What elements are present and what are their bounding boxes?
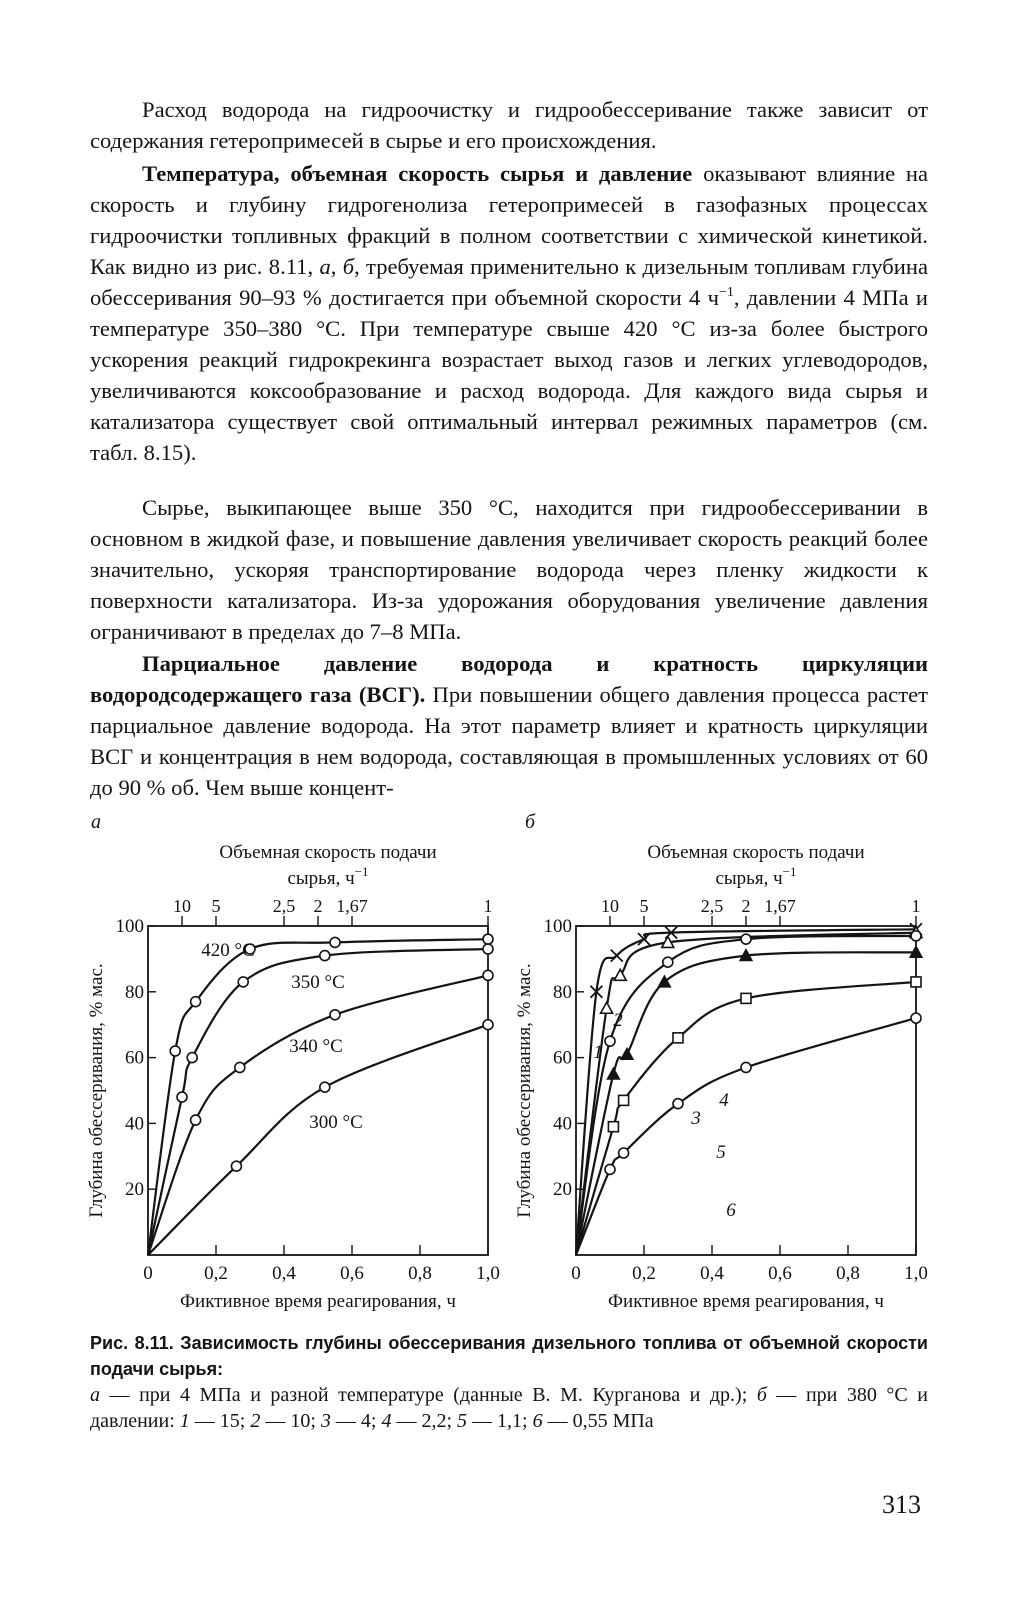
data-point <box>320 951 330 961</box>
y-tick-label: 40 <box>125 1113 144 1135</box>
y-tick-label: 20 <box>553 1179 572 1201</box>
caption-text: — 4; <box>330 1410 382 1432</box>
series-5 <box>576 977 921 1255</box>
caption-letter-a: а <box>90 1384 100 1406</box>
top-tick-label: 5 <box>639 896 649 916</box>
x-tick-label: 0,8 <box>408 1263 432 1284</box>
data-point <box>170 1046 180 1056</box>
paragraph-text: Расход водорода на гидроочистку и гидрообессеривание также зависит от содержания гетеропримесей в сырье и его происхождения. <box>90 97 928 153</box>
top-tick-label: 10 <box>601 896 619 916</box>
data-point <box>911 1013 921 1023</box>
top-tick-label: 1,67 <box>336 896 368 916</box>
data-point <box>663 957 673 967</box>
data-point <box>608 1122 618 1132</box>
series-label: 5 <box>716 1142 726 1163</box>
top-tick-label: 5 <box>211 896 221 916</box>
caption-text: — 2,2; <box>391 1410 458 1432</box>
series-line <box>576 982 916 1255</box>
figure-ref-b: б <box>342 254 355 279</box>
caption-letter-b: б <box>756 1384 767 1406</box>
data-point <box>330 937 340 947</box>
panel-label: а <box>91 811 101 833</box>
caption-num: 2 <box>250 1410 261 1432</box>
caption-num: 5 <box>457 1410 468 1432</box>
paragraph-heading: Парциальное давление водорода и кратность циркуляции водородсодержащего газа (ВСГ). <box>90 651 928 707</box>
superscript: −1 <box>718 285 734 300</box>
data-point <box>483 944 493 954</box>
x-tick-label: 0,6 <box>768 1263 792 1284</box>
data-point <box>741 993 751 1003</box>
caption-heading: Рис. 8.11. Зависимость глубины обессеривания дизельного топлива от объемной скорости подачи сырья: <box>90 1333 928 1379</box>
paragraph-text: Сырье, выкипающее выше 350 °С, находится при гидрообессеривании в основном в жидкой фазе, и повышение давления увеличивает скорость реакций более значительно, ускоряя транспортирование водорода через пленку жидкости к поверхности катализатора. Из-за удорожания оборудования увеличение давления ограничивают в пределах до 7–8 МПа. <box>90 495 928 644</box>
caption-num: 6 <box>532 1410 543 1432</box>
y-tick-label: 60 <box>125 1047 144 1069</box>
data-point <box>187 1053 197 1063</box>
superscript: −1 <box>354 864 369 879</box>
y-axis-label: Глубина обессеривания, % мас. <box>86 963 107 1218</box>
top-tick-label: 2,5 <box>272 896 296 916</box>
y-tick-label: 60 <box>553 1047 572 1069</box>
series-line <box>148 1025 488 1255</box>
x-tick-label: 1,0 <box>476 1263 500 1284</box>
top-tick-label: 1,67 <box>764 896 796 916</box>
y-tick-label: 100 <box>115 916 144 937</box>
paragraph-partial-pressure <box>90 648 928 803</box>
paragraph-text: При повышении общего давления процесса растет парциальное давление водорода. На этот параметр влияет и кратность циркуляции ВСГ и концентрация в нем водорода, составляющая в промышленных условиях от 60 до 90 % об. Чем выше концент- <box>90 682 928 800</box>
y-tick-label: 80 <box>553 981 572 1003</box>
data-point <box>611 950 623 962</box>
data-point <box>483 934 493 944</box>
paragraph-text: оказывают влияние на скорость и глубину гидрогенолиза гетеропримесей в газофазных процессах гидроочистки топливных фракций в полном соответствии с химической кинетикой. Как видно из рис. 8.11, <box>90 161 929 279</box>
x-tick-label: 1,0 <box>904 1263 928 1284</box>
y-tick-label: 80 <box>125 981 144 1003</box>
data-point <box>614 969 626 980</box>
y-tick-label: 20 <box>125 1179 144 1201</box>
top-tick-label: 2 <box>313 896 323 916</box>
x-axis-label: Фиктивное время реагирования, ч <box>180 1291 456 1312</box>
data-point <box>741 1062 751 1072</box>
data-point <box>605 1036 615 1046</box>
caption-text: — 10; <box>260 1410 321 1432</box>
figure-8-11 <box>76 808 956 1328</box>
x-tick-label: 0,8 <box>836 1263 860 1284</box>
data-point <box>330 1010 340 1020</box>
data-point <box>911 977 921 987</box>
top-axis-title: Объемная скорость подачи <box>647 842 865 863</box>
separator: , <box>330 254 343 279</box>
data-point <box>177 1092 187 1102</box>
data-point <box>741 934 751 944</box>
y-tick-label: 100 <box>543 916 572 937</box>
series-label: 350 °С <box>291 972 345 993</box>
series-line <box>148 949 488 1255</box>
caption-text: — 15; <box>189 1410 251 1432</box>
caption-text: — при 380 °С и давлении: <box>90 1384 929 1432</box>
paragraph-hydrogen-consumption <box>90 94 928 156</box>
chart-panel-a <box>86 811 500 1312</box>
top-tick-label: 1 <box>911 896 921 916</box>
data-point <box>621 1048 633 1059</box>
top-axis-title: сырья, $ч^{-1}$ <box>715 864 797 889</box>
top-axis-title: Объемная скорость подачи <box>219 842 437 863</box>
data-point <box>320 1082 330 1092</box>
data-point <box>619 1095 629 1105</box>
caption-text: — при 4 МПа и разной температуре (данные В. М. Курганова и др.); <box>100 1384 757 1406</box>
data-point <box>911 931 921 941</box>
x-tick-label: 0 <box>571 1263 581 1284</box>
data-point <box>483 1020 493 1030</box>
caption-text: — 0,55 МПа <box>542 1410 654 1432</box>
top-tick-label: 10 <box>173 896 191 916</box>
series-label: 340 °С <box>289 1036 343 1057</box>
caption-num: 3 <box>320 1410 331 1432</box>
series-label: 300 °С <box>309 1112 363 1133</box>
y-tick-label: 40 <box>553 1113 572 1135</box>
x-axis-label: Фиктивное время реагирования, ч <box>608 1291 884 1312</box>
panel-label: б <box>524 811 536 833</box>
data-point <box>191 1115 201 1125</box>
plot-frame <box>576 926 916 1255</box>
series-label: 1 <box>593 1042 603 1063</box>
x-tick-label: 0,4 <box>700 1263 724 1284</box>
data-point <box>235 1062 245 1072</box>
paragraph-liquid-phase <box>90 492 928 647</box>
data-point <box>673 1099 683 1109</box>
data-point <box>238 977 248 987</box>
top-tick-label: 2 <box>741 896 751 916</box>
data-point <box>483 970 493 980</box>
x-tick-label: 0,2 <box>632 1263 656 1284</box>
paragraph-text: , давлении 4 МПа и температуре 350–380 °С. При температуре свыше 420 °С из-за более быстрого ускорения реакций гидрокрекинга возрастает выход газов и легких углеводородов, увеличиваются коксообразование и расход водорода. Для каждого вида сырья и катализатора существует свой оптимальный интервал режимных параметров (см. табл. 8.15). <box>90 285 928 465</box>
y-axis-label: Глубина обессеривания, % мас. <box>514 963 535 1218</box>
data-point <box>231 1161 241 1171</box>
x-tick-label: 0,2 <box>204 1263 228 1284</box>
series-label: 6 <box>726 1200 736 1221</box>
paragraph-temperature <box>90 158 928 468</box>
data-point <box>605 1164 615 1174</box>
series-label: 420 °С <box>201 940 255 961</box>
data-point <box>619 1148 629 1158</box>
top-tick-label: 2,5 <box>700 896 724 916</box>
figure-caption <box>90 1330 928 1434</box>
series-label: 2 <box>613 1010 623 1031</box>
figure-svg <box>76 808 956 1328</box>
paragraph-heading: Температура, объемная скорость сырья и давление <box>142 161 693 186</box>
series-label: 4 <box>719 1090 729 1111</box>
data-point <box>607 1068 619 1079</box>
series-line <box>576 929 916 1255</box>
caption-num: 4 <box>381 1410 392 1432</box>
paragraph-text: , требуемая применительно к дизельным топливам глубина обессеривания 90–93 % достигается при объемной скорости 4 ч <box>90 254 929 310</box>
x-tick-label: 0,6 <box>340 1263 364 1284</box>
series-1 <box>576 923 922 1255</box>
data-point <box>673 1033 683 1043</box>
series-2 <box>576 927 922 1255</box>
superscript: −1 <box>782 864 797 879</box>
x-tick-label: 0,4 <box>272 1263 296 1284</box>
data-point <box>601 1002 613 1013</box>
top-tick-label: 1 <box>483 896 493 916</box>
chart-panel-b <box>514 811 928 1312</box>
caption-num: 1 <box>179 1410 190 1432</box>
data-point <box>191 997 201 1007</box>
figure-ref-a: а <box>319 254 331 279</box>
series-label: 3 <box>691 1108 701 1129</box>
top-axis-title: сырья, $ч^{-1}$ <box>287 864 369 889</box>
page-number: 313 <box>882 1490 921 1519</box>
x-tick-label: 0 <box>143 1263 153 1284</box>
caption-text: — 1,1; <box>467 1410 533 1432</box>
